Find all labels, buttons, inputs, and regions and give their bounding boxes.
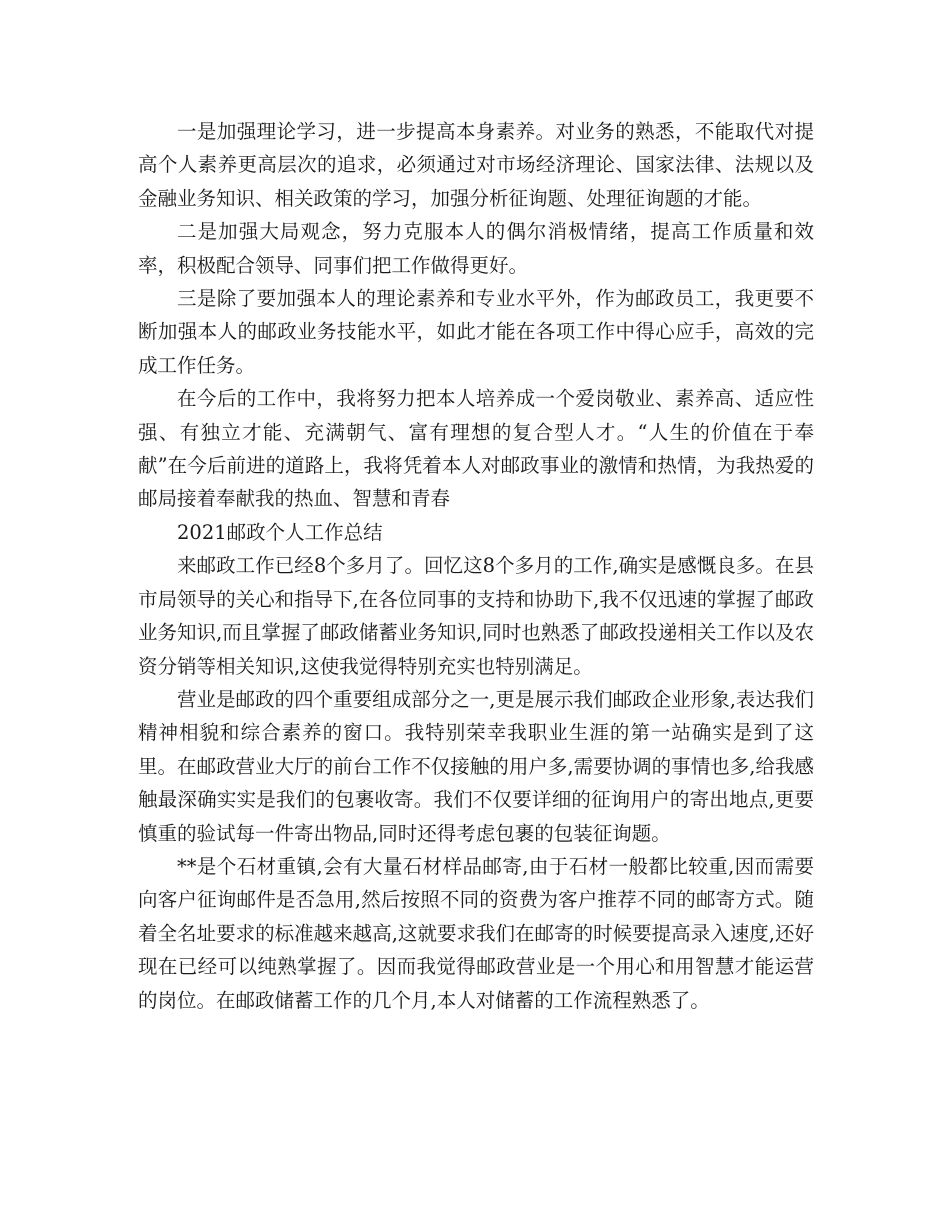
paragraph-2: 二是加强大局观念，努力克服本人的偶尔消极情绪，提高工作质量和效率，积极配合领导、同事们把工作做得更好。 <box>138 220 814 277</box>
paragraph-5: 来邮政工作已经8个多月了。回忆这8个多月的工作,确实是感慨良多。在县市局领导的关心和指导下,在各位同事的支持和协助下,我不仅迅速的掌握了邮政业务知识,而且掌握了邮政储蓄业务知识,同时也熟悉了邮政投递相关工作以及农资分销等相关知识,这使我觉得特别充实也特别满足。 <box>138 554 814 678</box>
paragraph-7: **是个石材重镇,会有大量石材样品邮寄,由于石材一般都比较重,因而需要向客户征询邮件是否急用,然后按照不同的资费为客户推荐不同的邮寄方式。随着全名址要求的标准越来越高,这就要求我们在邮寄的时候要提高录入速度,还好现在已经可以纯熟掌握了。因而我觉得邮政营业是一个用心和用智慧才能运营的岗位。在邮政储蓄工作的几个月,本人对储蓄的工作流程熟悉了。 <box>138 854 814 1012</box>
paragraph-4: 在今后的工作中，我将努力把本人培养成一个爱岗敬业、素养高、适应性强、有独立才能、充满朝气、富有理想的复合型人才。“人生的价值在于奉献”在今后前进的道路上，我将凭着本人对邮政事业的激情和热情，为我热爱的邮局接着奉献我的热血、智慧和青春 <box>138 387 814 511</box>
paragraph-1: 一是加强理论学习，进一步提高本身素养。对业务的熟悉，不能取代对提高个人素养更高层次的追求，必须通过对市场经济理论、国家法律、法规以及金融业务知识、相关政策的学习，加强分析征询题、处理征询题的才能。 <box>138 120 814 210</box>
section-heading: 2021邮政个人工作总结 <box>177 520 383 544</box>
paragraph-3: 三是除了要加强本人的理论素养和专业水平外，作为邮政员工，我更要不断加强本人的邮政业务技能水平，如此才能在各项工作中得心应手，高效的完成工作任务。 <box>138 287 814 377</box>
document-body <box>138 115 814 1017</box>
paragraph-6: 营业是邮政的四个重要组成部分之一,更是展示我们邮政企业形象,表达我们精神相貌和综合素养的窗口。我特别荣幸我职业生涯的第一站确实是到了这里。在邮政营业大厅的前台工作不仅接触的用户多,需要协调的事情也多,给我感触最深确实实是我们的包裹收寄。我们不仅要详细的征询用户的寄出地点,更要慎重的验试每一件寄出物品,同时还得考虑包裹的包装征询题。 <box>138 687 814 845</box>
